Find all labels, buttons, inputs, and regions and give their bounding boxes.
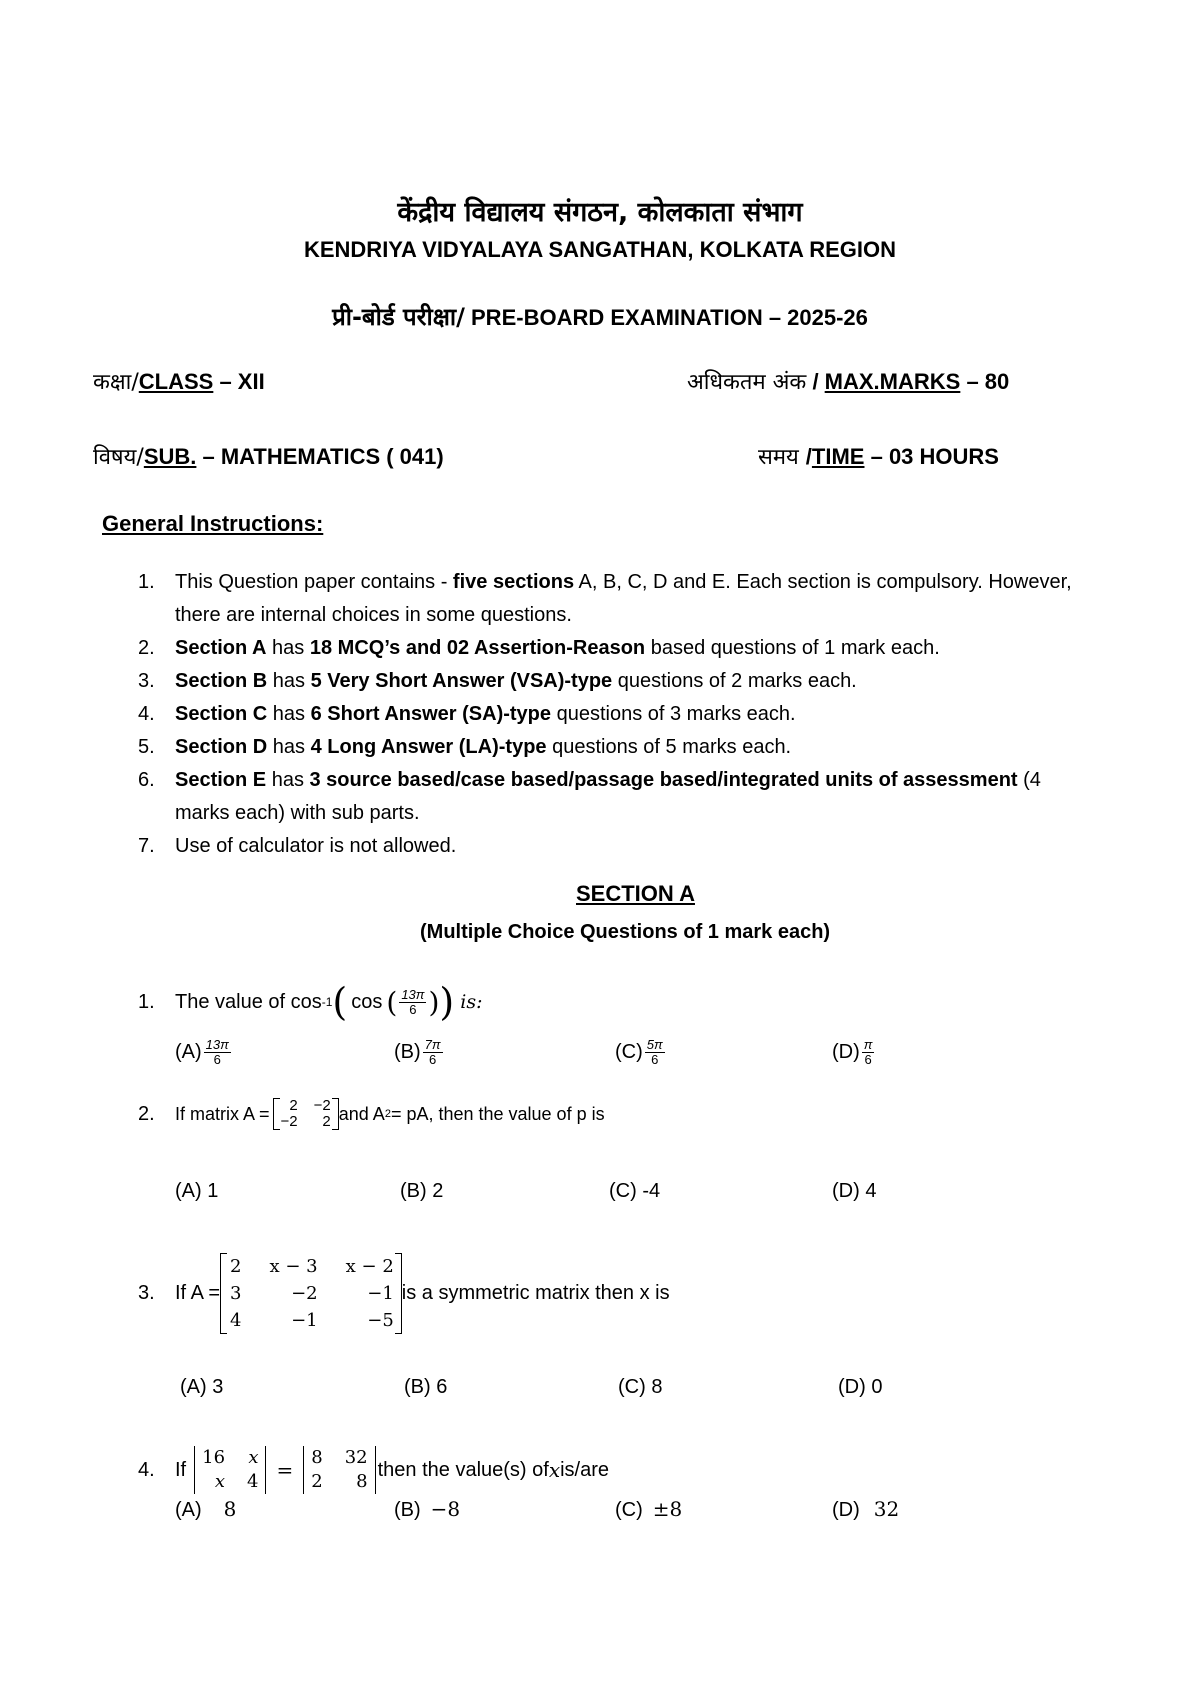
question-number: 3. <box>138 1282 155 1304</box>
matrix-a: 2 −2 −2 2 <box>273 1098 339 1130</box>
subject-value: – MATHEMATICS ( 041) <box>196 444 444 469</box>
instruction-number: 5. <box>138 736 155 758</box>
matrix-a: 2 x − 3 x − 2 3 −2 −1 4 −1 −5 <box>220 1253 402 1334</box>
instruction-text: Section A has 18 MCQ’s and 02 Assertion-Reason based questions of 1 mark each. <box>175 637 940 659</box>
option-a[interactable]: (A) $\frac{13\pi}{6}$ <box>175 1037 229 1067</box>
question-text: If <box>175 1458 187 1481</box>
instruction-item <box>138 731 1098 764</box>
instruction-text: Section D has 4 Long Answer (LA)-type questions of 5 marks each. <box>175 736 792 758</box>
subject-line <box>93 441 444 471</box>
question-number: 4. <box>138 1458 155 1481</box>
section-subtitle: (Multiple Choice Questions of 1 mark each) <box>420 921 831 943</box>
marks-line <box>687 366 1009 396</box>
marks-label: MAX.MARKS <box>824 369 961 394</box>
question-3 <box>138 1253 670 1334</box>
cos-label: cos <box>351 990 383 1013</box>
question-mid: and A <box>338 1103 385 1124</box>
q1-options <box>160 1038 960 1078</box>
question-number: 1. <box>138 990 155 1013</box>
superscript: -1 <box>321 995 333 1009</box>
instruction-item <box>138 698 1098 731</box>
instruction-text: Section E has 3 source based/case based/passage based/integrated units of assessment (4 marks each) with sub parts. <box>175 769 1041 824</box>
instruction-item <box>138 632 1098 665</box>
time-label: TIME <box>811 444 865 469</box>
q4-options <box>160 1497 960 1527</box>
exam-title <box>0 300 1200 333</box>
question-2 <box>138 1098 605 1130</box>
option-fraction: $\frac{7\pi}{6}$ <box>424 1037 441 1067</box>
question-4 <box>138 1446 609 1494</box>
question-1 <box>138 980 482 1024</box>
class-hindi: कक्षा/ <box>93 370 139 395</box>
hindi-org-title: केंद्रीय विद्यालय संगठन, कोलकाता संभाग <box>397 197 803 228</box>
instruction-item <box>138 566 1098 632</box>
question-tail-2: is/are <box>560 1458 610 1481</box>
time-value: – 03 HOURS <box>864 444 999 469</box>
instruction-number: 3. <box>138 670 155 692</box>
section-title: SECTION A <box>576 881 695 906</box>
time-line <box>758 441 999 471</box>
class-line <box>93 366 265 396</box>
subject-hindi: विषय/ <box>93 445 144 470</box>
option-a[interactable]: (A) 3 <box>180 1376 224 1398</box>
option-b[interactable]: (B) −8 <box>394 1497 461 1521</box>
inner-left-paren: ( <box>386 985 398 1019</box>
option-fraction: $\frac{\pi}{6}$ <box>863 1037 873 1067</box>
marks-value: – 80 <box>960 369 1010 394</box>
question-tail: is a symmetric matrix then x is <box>401 1282 670 1304</box>
time-hindi: समय <box>758 445 806 470</box>
right-paren: ) <box>439 980 455 1024</box>
instruction-number: 6. <box>138 769 155 791</box>
class-value: – XII <box>213 369 265 394</box>
marks-hindi: अधिकतम अंक <box>687 370 807 395</box>
option-c[interactable]: (C) 8 <box>618 1376 663 1398</box>
option-fraction: $\frac{5\pi}{6}$ <box>646 1037 663 1067</box>
option-c[interactable]: (C) $\frac{5\pi}{6}$ <box>615 1037 663 1067</box>
option-d[interactable]: (D) 4 <box>832 1180 877 1202</box>
determinant-right: 8 32 2 8 <box>301 1446 377 1494</box>
variable: x <box>548 1458 561 1482</box>
instruction-text: Section C has 6 Short Answer (SA)-type questions of 3 marks each. <box>175 703 796 725</box>
exam-title-hindi: प्री-बोर्ड परीक्षा/ <box>332 303 465 331</box>
time-sep: / <box>805 444 812 469</box>
option-d[interactable]: (D) $\frac{\pi}{6}$ <box>832 1037 873 1067</box>
class-label: CLASS <box>138 369 214 394</box>
subject-label: SUB. <box>143 444 197 469</box>
left-paren: ( <box>332 980 348 1024</box>
option-d[interactable]: (D) 0 <box>838 1376 883 1398</box>
superscript: 2 <box>384 1108 391 1120</box>
option-a[interactable]: (A) 1 <box>175 1180 219 1202</box>
question-tail: = pA, then the value of p is <box>390 1103 605 1124</box>
option-b[interactable]: (B) $\frac{7\pi}{6}$ <box>394 1037 441 1067</box>
instruction-text: This Question paper contains - five sections A, B, C, D and E. Each section is compulsory. However, there are internal choices in some questions. <box>175 571 1072 626</box>
option-a[interactable]: (A) 8 <box>175 1497 237 1521</box>
question-text: The value of cos <box>175 990 322 1013</box>
instruction-text: Section B has 5 Very Short Answer (VSA)-type questions of 2 marks each. <box>175 670 857 692</box>
equals-sign: = <box>276 1458 294 1482</box>
option-b[interactable]: (B) 2 <box>400 1180 444 1202</box>
marks-sep: / <box>806 369 825 394</box>
instruction-number: 1. <box>138 571 155 593</box>
exam-title-english: PRE-BOARD EXAMINATION – 2025-26 <box>464 305 868 330</box>
instruction-number: 4. <box>138 703 155 725</box>
instruction-item <box>138 830 1098 863</box>
question-tail: then the value(s) of <box>377 1458 549 1481</box>
question-text: If matrix A = <box>175 1103 270 1124</box>
instruction-item <box>138 665 1098 698</box>
option-b[interactable]: (B) 6 <box>404 1376 448 1398</box>
q2-options <box>160 1180 960 1210</box>
question-number: 2. <box>138 1102 155 1125</box>
instruction-number: 7. <box>138 835 155 857</box>
q3-options <box>160 1376 960 1406</box>
org-title: KENDRIYA VIDYALAYA SANGATHAN, KOLKATA REGION <box>303 237 897 262</box>
determinant-left: 16 x x 4 <box>192 1446 268 1494</box>
instruction-item <box>138 764 1098 830</box>
question-tail: is: <box>460 991 483 1013</box>
option-fraction: $\frac{13\pi}{6}$ <box>205 1037 229 1067</box>
inner-right-paren: ) <box>428 985 440 1019</box>
instructions-heading: General Instructions: <box>102 511 324 536</box>
option-c[interactable]: (C) ±8 <box>615 1497 683 1521</box>
instructions-list <box>138 566 1098 863</box>
fraction: $\frac{13\pi}{6}$ <box>401 986 425 1017</box>
option-d[interactable]: (D) 32 <box>832 1497 900 1521</box>
instruction-text: Use of calculator is not allowed. <box>175 835 457 857</box>
question-text: If A = <box>175 1282 221 1304</box>
instruction-number: 2. <box>138 637 155 659</box>
option-c[interactable]: (C) -4 <box>609 1180 661 1202</box>
